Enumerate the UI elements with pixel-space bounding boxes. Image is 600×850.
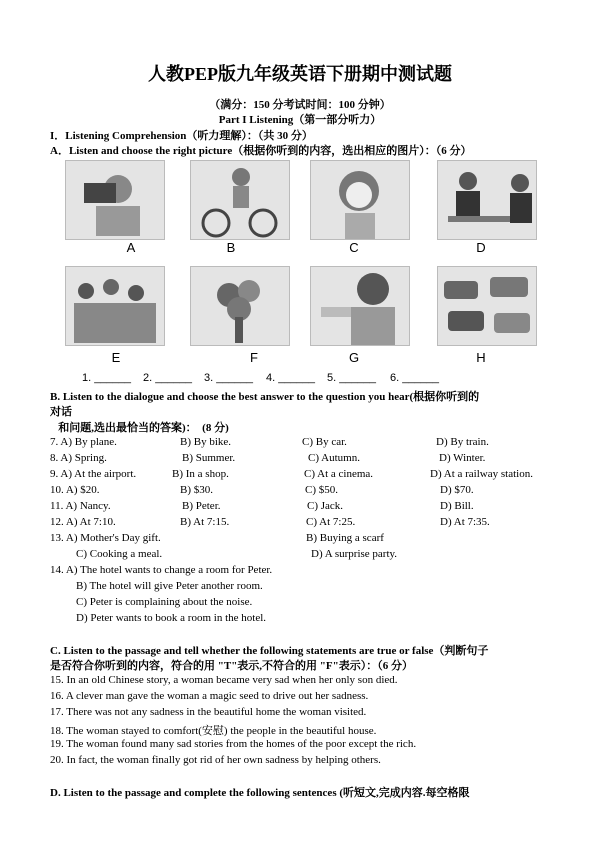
option[interactable]: C) $50. xyxy=(305,484,338,496)
option[interactable]: C) By car. xyxy=(302,436,347,448)
section-b-heading-line2: 对话 xyxy=(50,406,72,418)
answer-blank-1[interactable]: 1. ______ xyxy=(82,372,131,384)
option[interactable]: D) A surprise party. xyxy=(311,548,398,560)
picture-g-woman xyxy=(310,266,410,346)
section-c-heading-line2: 是否符合你听到的内容，符合的用 "T"表示,不符合的用 "F"表示）：（6 分） xyxy=(50,660,413,672)
statement-16: 16. A clever man gave the woman a magic seed to drive out her sadness. xyxy=(50,690,369,702)
option[interactable]: 13. A) Mother's Day gift. xyxy=(50,532,161,544)
option[interactable]: C) Peter is complaining about the noise. xyxy=(76,596,253,608)
answer-blank-2[interactable]: 2. ______ xyxy=(143,372,192,384)
option[interactable]: B) In a shop. xyxy=(172,468,229,480)
section-d-heading: D. Listen to the passage and complete the following sentences (听短文,完成内容.每空格限 xyxy=(50,787,470,799)
picture-label-b: B xyxy=(226,240,236,255)
option[interactable]: D) Peter wants to book a room in the hotel. xyxy=(76,612,267,624)
page-title: 人教PEP版九年级英语下册期中测试题 xyxy=(148,64,452,84)
statement-17: 17. There was not any sadness in the beautiful home the woman visited. xyxy=(50,706,367,718)
option[interactable]: C) Cooking a meal. xyxy=(76,548,163,560)
picture-label-c: C xyxy=(349,240,359,255)
answer-blank-3[interactable]: 3. ______ xyxy=(204,372,253,384)
picture-e-crowd xyxy=(65,266,165,346)
option[interactable]: 7. A) By plane. xyxy=(50,436,117,448)
option[interactable]: D) $70. xyxy=(440,484,474,496)
section-i-heading: I．Listening Comprehension（听力理解）：（共 30 分） xyxy=(50,130,313,142)
option[interactable]: B) At 7:15. xyxy=(180,516,230,528)
option[interactable]: 8. A) Spring. xyxy=(50,452,107,464)
option[interactable]: D) At 7:35. xyxy=(440,516,490,528)
answer-blank-5[interactable]: 5. ______ xyxy=(327,372,376,384)
picture-f-flowers xyxy=(190,266,290,346)
picture-label-a: A xyxy=(126,240,136,255)
option[interactable]: C) Jack. xyxy=(307,500,344,512)
option[interactable]: 14. A) The hotel wants to change a room for Peter. xyxy=(50,564,273,576)
option[interactable]: 9. A) At the airport. xyxy=(50,468,137,480)
option[interactable]: B) $30. xyxy=(180,484,213,496)
option[interactable]: C) At 7:25. xyxy=(306,516,356,528)
statement-19: 19. The woman found many sad stories from the homes of the poor except the rich. xyxy=(50,738,417,750)
option[interactable]: 10. A) $20. xyxy=(50,484,100,496)
picture-label-g: G xyxy=(348,350,360,365)
option[interactable]: B) Summer. xyxy=(182,452,236,464)
picture-c-girl xyxy=(310,160,410,240)
option[interactable]: D) Bill. xyxy=(440,500,474,512)
section-b-heading-line1: B. Listen to the dialogue and choose the best answer to the question you hear(根据你听到的 xyxy=(50,391,480,403)
option[interactable]: 11. A) Nancy. xyxy=(50,500,111,512)
statement-15: 15. In an old Chinese story, a woman became very sad when her only son died. xyxy=(50,674,398,686)
option[interactable]: 12. A) At 7:10. xyxy=(50,516,116,528)
part-heading: Part I Listening（第一部分听力） xyxy=(218,114,382,126)
option[interactable]: D) At a railway station. xyxy=(430,468,533,480)
section-a-heading: A．Listen and choose the right picture（根据你听到的内容，选出相应的图片）：（6 分） xyxy=(50,145,472,157)
option[interactable]: B) By bike. xyxy=(180,436,232,448)
option[interactable]: B) The hotel will give Peter another room. xyxy=(76,580,263,592)
statement-18: 18. The woman stayed to comfort(安慰) the people in the beautiful house. xyxy=(50,725,377,737)
option[interactable]: B) Buying a scarf xyxy=(306,532,384,544)
picture-b-cyclist xyxy=(190,160,290,240)
picture-label-d: D xyxy=(476,240,486,255)
picture-h-traffic xyxy=(437,266,537,346)
picture-label-f: F xyxy=(250,350,258,365)
picture-label-h: H xyxy=(476,350,486,365)
picture-a-photographer xyxy=(65,160,165,240)
option[interactable]: D) Winter. xyxy=(439,452,486,464)
option[interactable]: C) At a cinema. xyxy=(304,468,374,480)
section-b-heading-line3: 和问题,选出最恰当的答案)： (8 分) xyxy=(50,422,229,434)
section-c-heading-line1: C. Listen to the passage and tell whether the following statements are true or false（判断句子 xyxy=(50,645,489,657)
answer-blank-4[interactable]: 4. ______ xyxy=(266,372,315,384)
option[interactable]: C) Autumn. xyxy=(308,452,360,464)
score-line: （满分：150 分考试时间：100 分钟） xyxy=(209,99,391,111)
picture-label-e: E xyxy=(111,350,121,365)
picture-d-meeting xyxy=(437,160,537,240)
option[interactable]: D) By train. xyxy=(436,436,489,448)
option[interactable]: B) Peter. xyxy=(182,500,221,512)
answer-blank-6[interactable]: 6. ______ xyxy=(390,372,439,384)
statement-20: 20. In fact, the woman finally got rid of her own sadness by helping others. xyxy=(50,754,381,766)
